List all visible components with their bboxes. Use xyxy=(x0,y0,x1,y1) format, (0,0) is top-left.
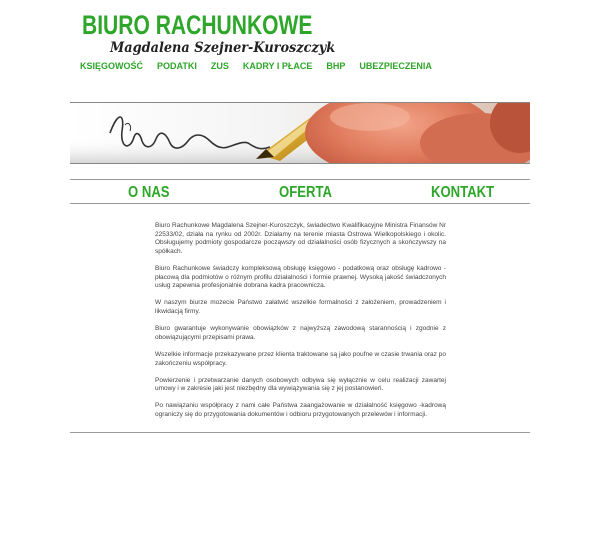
content-paragraph: Po nawiązaniu współpracy z nami całe Państwa zaangażowanie w działalność księgowo -kadrową ograniczy się do przygotowania dokumentów i odbioru przygotowanych przelewów i informacji. xyxy=(155,402,446,419)
content-paragraph: Biuro gwarantuje wykonywanie obowiązków z najwyższą zawodową starannością i zgodnie z obowiązującymi przepisami prawa. xyxy=(155,325,446,341)
topnav-ksiegowosc-link[interactable]: KSIĘGOWOŚĆ xyxy=(80,61,144,71)
topnav-kadry-link[interactable]: KADRY I PŁACE xyxy=(242,61,313,71)
site-title: BIURO RACHUNKOWE xyxy=(82,10,313,40)
banner-image xyxy=(70,102,530,164)
nav-kontakt-link[interactable]: KONTAKT xyxy=(431,184,495,201)
topnav-zus-link[interactable]: ZUS xyxy=(210,61,229,71)
content-paragraph: Wszelkie informacje przekazywane przez klienta traktowane są jako poufne w czasie trwania oraz po zakończeniu współpracy. xyxy=(155,350,446,367)
about-content xyxy=(155,222,446,428)
content-paragraph: Biuro Rachunkowe świadczy kompleksową obsługę księgowo - podatkową oraz obsługę kadrowo - płacową dla podmiotów o różnym profilu działalności i formie prawnej. Wysoką jakość świadczonych usług zapewnia profesjonalnie dobrana kadra pracownicza. xyxy=(155,264,446,290)
content-paragraph: W naszym biurze możecie Państwo załatwić wszelkie formalności z założeniem, prowadzeniem i likwidacją firmy. xyxy=(155,299,446,315)
content-paragraph: Powierzenie i przetwarzanie danych osobowych odbywa się wyłącznie w celu realizacji zawartej umowy i w zakresie jaki jest niezbędny dla wywiązywania się z jej postanowień. xyxy=(155,376,446,393)
topnav-ubezpieczenia-link[interactable]: UBEZPIECZENIA xyxy=(359,61,432,71)
midnav-divider-top xyxy=(70,179,530,180)
topnav-podatki-link[interactable]: PODATKI xyxy=(157,61,197,71)
nav-oferta-link[interactable]: OFERTA xyxy=(279,184,332,201)
nav-o-nas-link[interactable]: O NAS xyxy=(128,184,170,201)
midnav-divider-bottom xyxy=(70,203,530,204)
site-subtitle: Magdalena Szejner-Kuroszczyk xyxy=(110,40,336,56)
top-navigation xyxy=(80,61,446,73)
topnav-bhp-link[interactable]: BHP xyxy=(326,61,346,71)
pen-writing-illustration xyxy=(70,103,530,163)
content-paragraph: Biuro Rachunkowe Magdalena Szejner-Kuroszczyk, świadectwo Kwalifikacyjne Ministra Finansów Nr 22533/02, działa na rynku od 2002r. Działamy na terenie miasta Ostrowa Wielkopolskiego i okolic. Obsługujemy podmioty gospodarcze począwszy od działalności osób fizycznych a skończywszy na spółkach. xyxy=(155,222,446,255)
footer-divider xyxy=(70,432,530,433)
